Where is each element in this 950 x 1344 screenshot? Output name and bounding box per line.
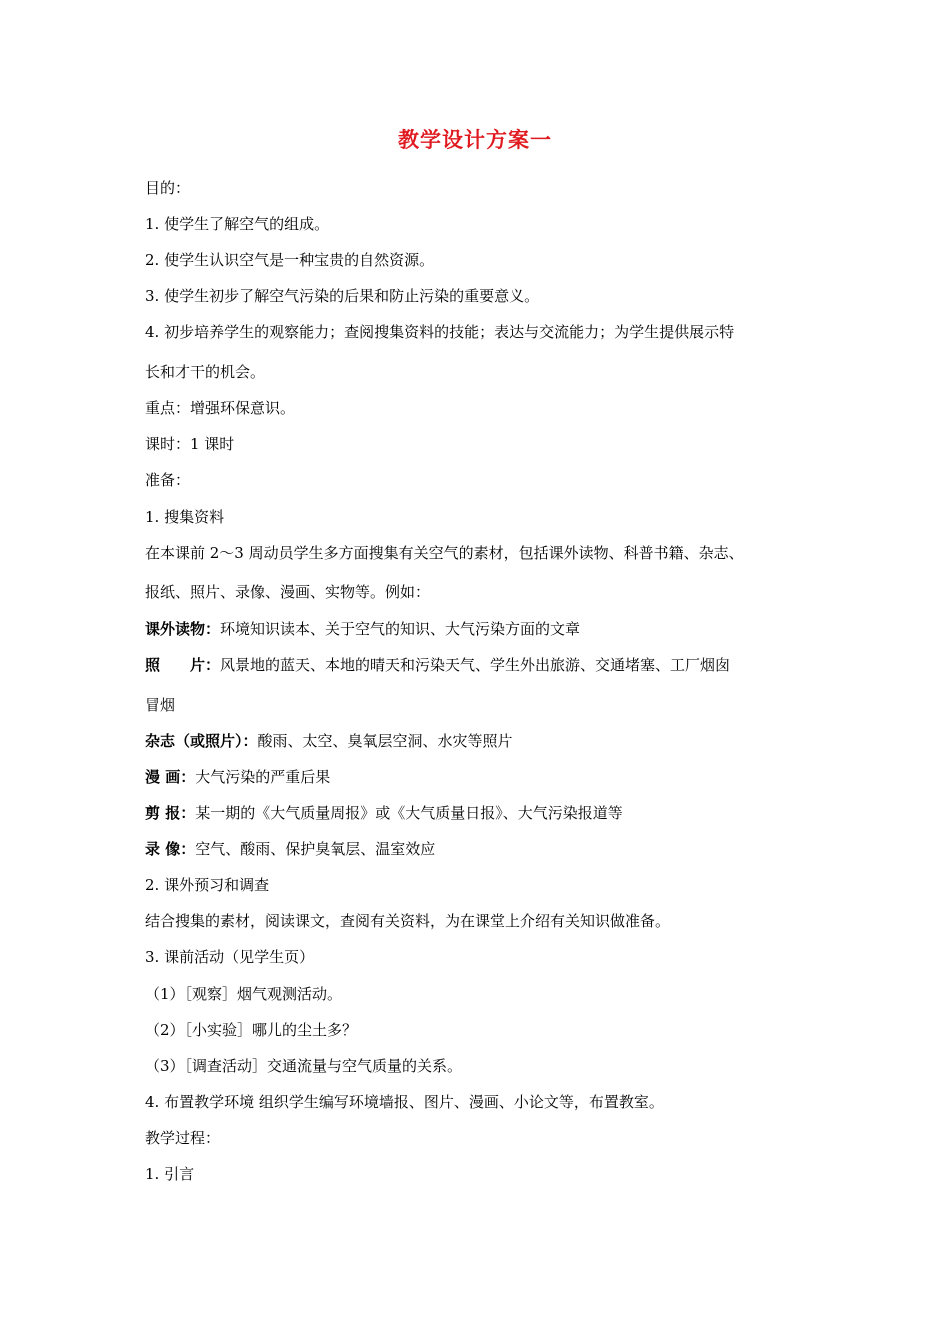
goal-3: 3. 使学生初步了解空气污染的后果和防止污染的重要意义。	[145, 287, 540, 305]
goal-4-line-2: 长和才干的机会。	[145, 363, 266, 381]
prep-3-heading: 3. 课前活动（见学生页）	[145, 948, 315, 966]
process-heading: 教学过程：	[145, 1129, 221, 1147]
material-clipping-label: 剪 报：	[145, 804, 196, 822]
material-comic-label: 漫 画：	[145, 768, 196, 786]
material-video-label: 录 像：	[145, 840, 196, 858]
material-video	[145, 839, 435, 859]
prep-2-heading: 2. 课外预习和调查	[145, 876, 270, 894]
goal-2: 2. 使学生认识空气是一种宝贵的自然资源。	[145, 251, 435, 269]
key-point: 重点：增强环保意识。	[145, 399, 296, 417]
process-1: 1. 引言	[145, 1165, 195, 1183]
material-clipping-text: 某一期的《大气质量周报》或《大气质量日报》、大气污染报道等	[195, 804, 623, 822]
class-hours: 课时：1 课时	[145, 435, 235, 453]
material-comic-text: 大气污染的严重后果	[195, 768, 331, 786]
material-reading-label: 课外读物：	[145, 620, 221, 638]
material-magazine-label: 杂志（或照片）：	[145, 732, 258, 750]
prep-1-text-line-2: 报纸、照片、录像、漫画、实物等。例如：	[145, 583, 431, 601]
prep-4: 4. 布置教学环境 组织学生编写环境墙报、图片、漫画、小论文等，布置教室。	[145, 1093, 664, 1111]
prep-2-text: 结合搜集的素材，阅读课文，查阅有关资料，为在课堂上介绍有关知识做准备。	[145, 912, 671, 930]
material-photo-line-2: 冒烟	[145, 696, 176, 714]
prep-1-text-line-1: 在本课前 2～3 周动员学生多方面搜集有关空气的素材，包括课外读物、科普书籍、杂志、	[145, 544, 744, 562]
prep-3-item-2: （2）［小实验］哪儿的尘土多？	[145, 1021, 358, 1039]
prep-3-item-3: （3）［调查活动］交通流量与空气质量的关系。	[145, 1057, 463, 1075]
material-magazine	[145, 731, 513, 751]
material-reading	[145, 619, 580, 639]
material-magazine-text: 酸雨、太空、臭氧层空洞、水灾等照片	[257, 732, 513, 750]
material-photo-text: 风景地的蓝天、本地的晴天和污染天气、学生外出旅游、交通堵塞、工厂烟囱	[220, 656, 731, 674]
material-video-text: 空气、酸雨、保护臭氧层、温室效应	[195, 840, 436, 858]
material-photo-label: 照 片：	[145, 656, 221, 674]
material-photo	[145, 655, 730, 675]
page-title: 教学设计方案一	[398, 128, 552, 152]
goal-4-line-1: 4. 初步培养学生的观察能力；查阅搜集资料的技能；表达与交流能力；为学生提供展示特	[145, 323, 735, 341]
material-comic	[145, 767, 330, 787]
goals-heading: 目的：	[145, 179, 191, 197]
prep-1-heading: 1. 搜集资料	[145, 508, 225, 526]
goal-1: 1. 使学生了解空气的组成。	[145, 215, 330, 233]
material-clipping	[145, 803, 623, 823]
prep-heading: 准备：	[145, 471, 191, 489]
prep-3-item-1: （1）［观察］烟气观测活动。	[145, 985, 343, 1003]
material-reading-text: 环境知识读本、关于空气的知识、大气污染方面的文章	[220, 620, 581, 638]
